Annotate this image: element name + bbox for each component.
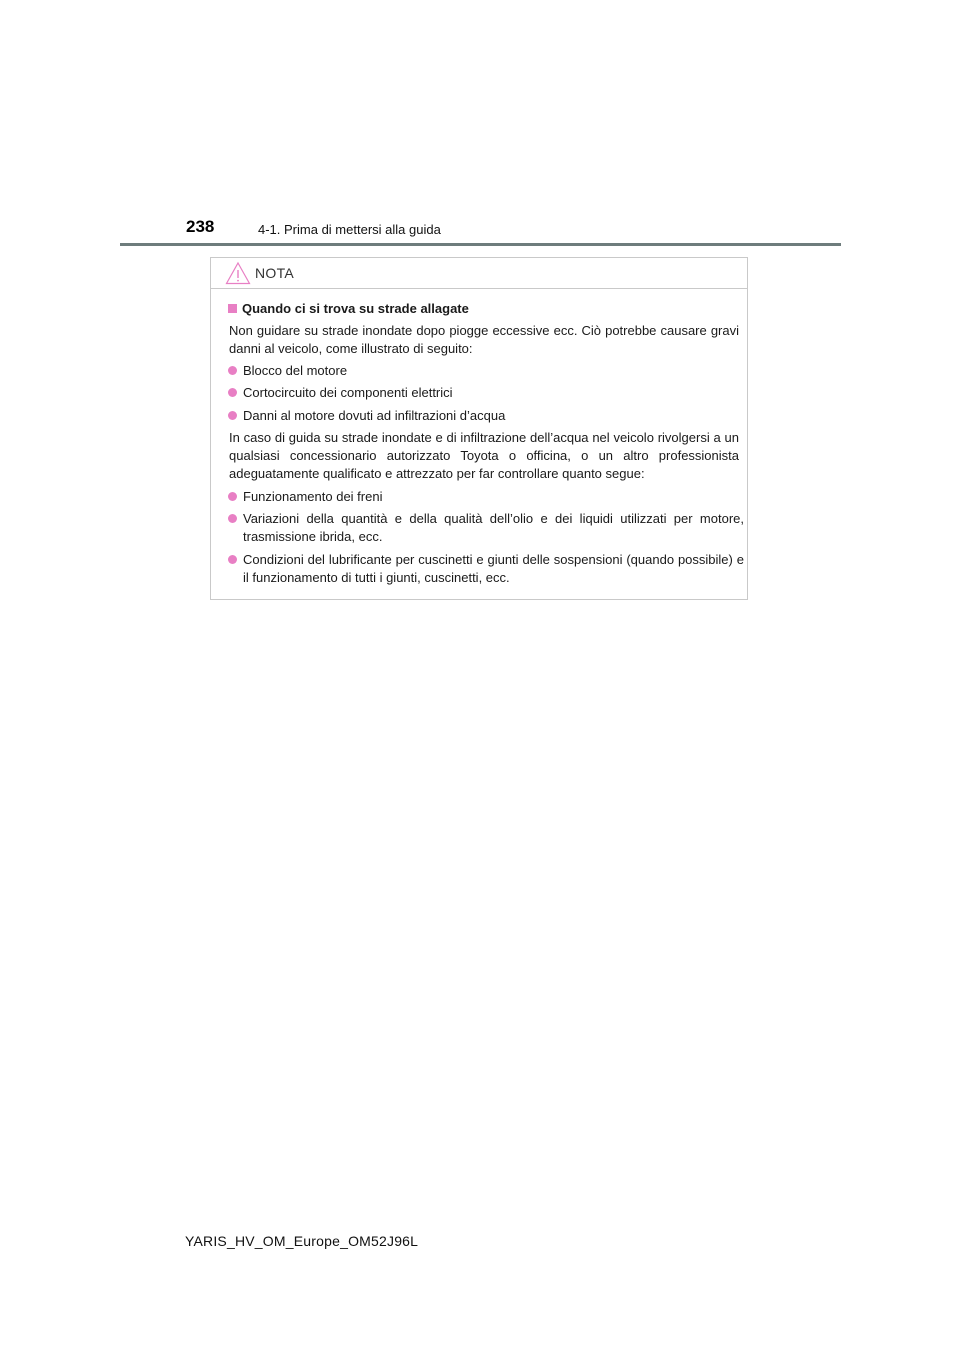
circle-bullet-icon bbox=[228, 514, 237, 523]
section-title: 4-1. Prima di mettersi alla guida bbox=[258, 222, 441, 237]
warning-triangle-icon bbox=[225, 261, 251, 285]
note-box bbox=[210, 257, 748, 600]
note-label: NOTA bbox=[255, 265, 295, 281]
list-item bbox=[228, 407, 744, 425]
list-item-text: Variazioni della quantità e della qualità dell’olio e dei liquidi utilizzati per motore, trasmissione ibrida, ecc. bbox=[243, 511, 744, 544]
list-item bbox=[228, 362, 744, 380]
list-item-text: Blocco del motore bbox=[243, 363, 348, 378]
list-item-text: Funzionamento dei freni bbox=[243, 489, 383, 504]
list-item-text: Condizioni del lubrificante per cuscinetti e giunti delle sospensioni (quando possibile) e il funzionamento di tutti i giunti, cuscinetti, ecc. bbox=[243, 552, 744, 585]
list-item-text: Cortocircuito dei componenti elettrici bbox=[243, 385, 453, 400]
circle-bullet-icon bbox=[228, 366, 237, 375]
circle-bullet-icon bbox=[228, 492, 237, 501]
list-item-text: Danni al motore dovuti ad infiltrazioni d’acqua bbox=[243, 408, 506, 423]
note-header bbox=[211, 258, 747, 289]
note-heading-text: Quando ci si trova su strade allagate bbox=[242, 301, 469, 316]
header-rule bbox=[120, 243, 841, 246]
page-number: 238 bbox=[186, 217, 215, 236]
list-item bbox=[228, 551, 744, 587]
square-bullet-icon bbox=[228, 304, 237, 313]
circle-bullet-icon bbox=[228, 411, 237, 420]
list-item bbox=[228, 384, 744, 402]
list-item bbox=[228, 510, 744, 546]
note-heading bbox=[228, 300, 469, 318]
circle-bullet-icon bbox=[228, 555, 237, 564]
intro-paragraph: Non guidare su strade inondate dopo piogge eccessive ecc. Ciò potrebbe causare gravi danni al veicolo, come illustrato di seguito: bbox=[229, 323, 739, 356]
document-code: YARIS_HV_OM_Europe_OM52J96L bbox=[185, 1233, 419, 1249]
list-item bbox=[228, 488, 744, 506]
circle-bullet-icon bbox=[228, 388, 237, 397]
advice-paragraph: In caso di guida su strade inondate e di infiltrazione dell’acqua nel veicolo rivolgersi a un qualsiasi concessionario autorizzato Toyota o officina, o un altro professionista adeguatamente qualificato e attrezzato per far controllare quanto segue: bbox=[229, 430, 739, 481]
